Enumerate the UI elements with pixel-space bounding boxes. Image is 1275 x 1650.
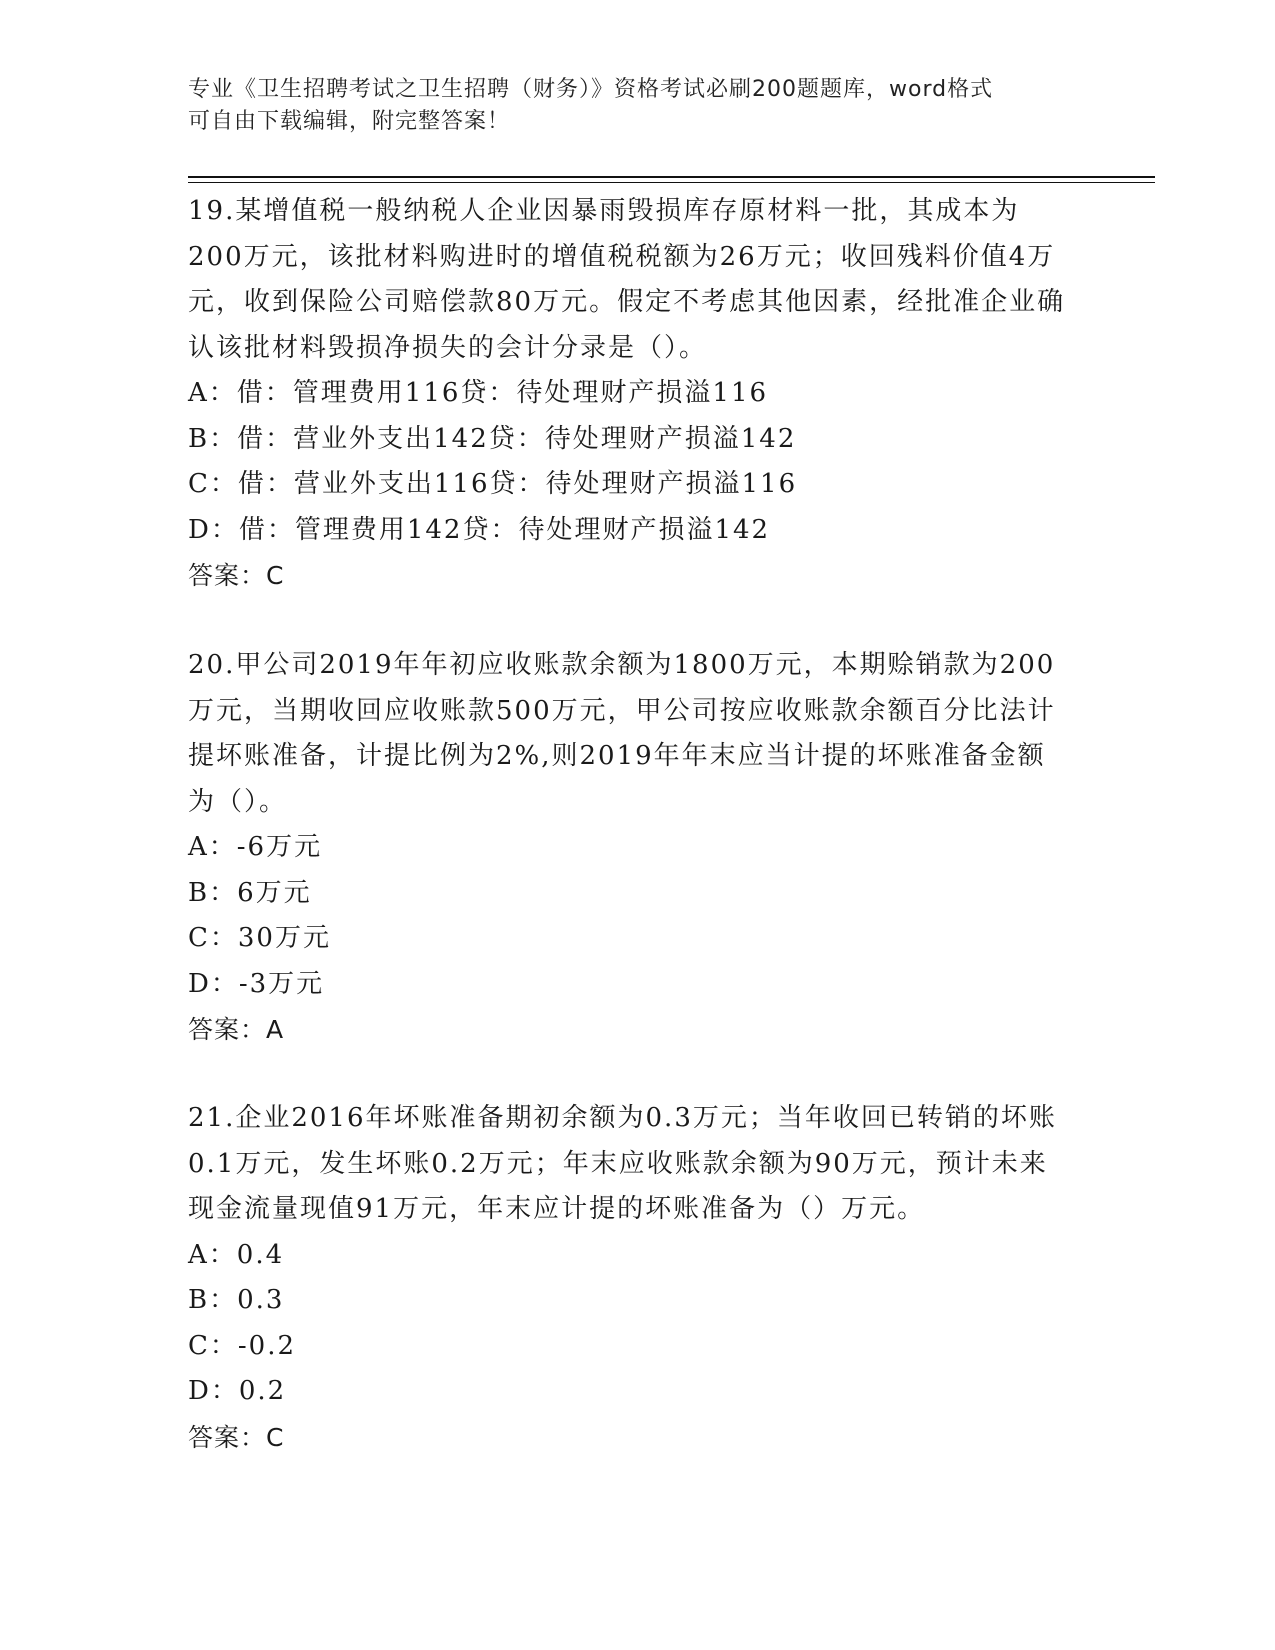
- document-header: [188, 74, 1068, 138]
- option-a: A：0.4: [188, 1239, 285, 1270]
- question-21: [188, 1096, 1073, 1460]
- question-stem: 19.某增值税一般纳税人企业因暴雨毁损库存原材料一批，其成本为200万元，该批材料购进时的增值税税额为26万元；收回残料价值4万元，收到保险公司赔偿款80万元。假定不考虑其他因素，经批准企业确认该批材料毁损净损失的会计分录是（）。: [188, 196, 1066, 363]
- answer-line: 答案：C: [188, 1422, 285, 1452]
- header-divider-thick: [188, 176, 1155, 178]
- header-title-line-1: 专业《卫生招聘考试之卫生招聘（财务）》资格考试必刷200题题库，word格式: [188, 77, 994, 102]
- option-d: D：0.2: [188, 1376, 287, 1406]
- option-d: D：借：管理费用142贷：待处理财产损溢142: [188, 514, 771, 545]
- option-c: C：借：营业外支出116贷：待处理财产损溢116: [188, 469, 798, 499]
- option-b: B：借：营业外支出142贷：待处理财产损溢142: [188, 423, 797, 454]
- question-stem: 20.甲公司2019年年初应收账款余额为1800万元，本期赊销款为200万元，当期收回应收账款500万元，甲公司按应收账款余额百分比法计提坏账准备，计提比例为2%,则2019年年末应当计提的坏账准备金额为（）。: [188, 650, 1056, 817]
- question-20: [188, 643, 1073, 1053]
- question-19: [188, 189, 1073, 599]
- option-b: B：6万元: [188, 877, 312, 908]
- option-d: D：-3万元: [188, 968, 325, 999]
- question-stem: 21.企业2016年坏账准备期初余额为0.3万元；当年收回已转销的坏账0.1万元，发生坏账0.2万元；年末应收账款余额为90万元，预计未来现金流量现值91万元，年末应计提的坏账准备为（）万元。: [188, 1103, 1057, 1224]
- option-b: B：0.3: [188, 1285, 285, 1315]
- option-c: C：-0.2: [188, 1330, 297, 1361]
- header-divider-thin: [188, 182, 1155, 183]
- option-a: A：借：管理费用116贷：待处理财产损溢116: [188, 378, 769, 408]
- answer-line: 答案：C: [188, 561, 285, 590]
- option-c: C：30万元: [188, 923, 331, 953]
- answer-line: 答案：A: [188, 1015, 285, 1044]
- header-title-line-2: 可自由下载编辑，附完整答案！: [188, 109, 511, 134]
- option-a: A：-6万元: [188, 832, 323, 862]
